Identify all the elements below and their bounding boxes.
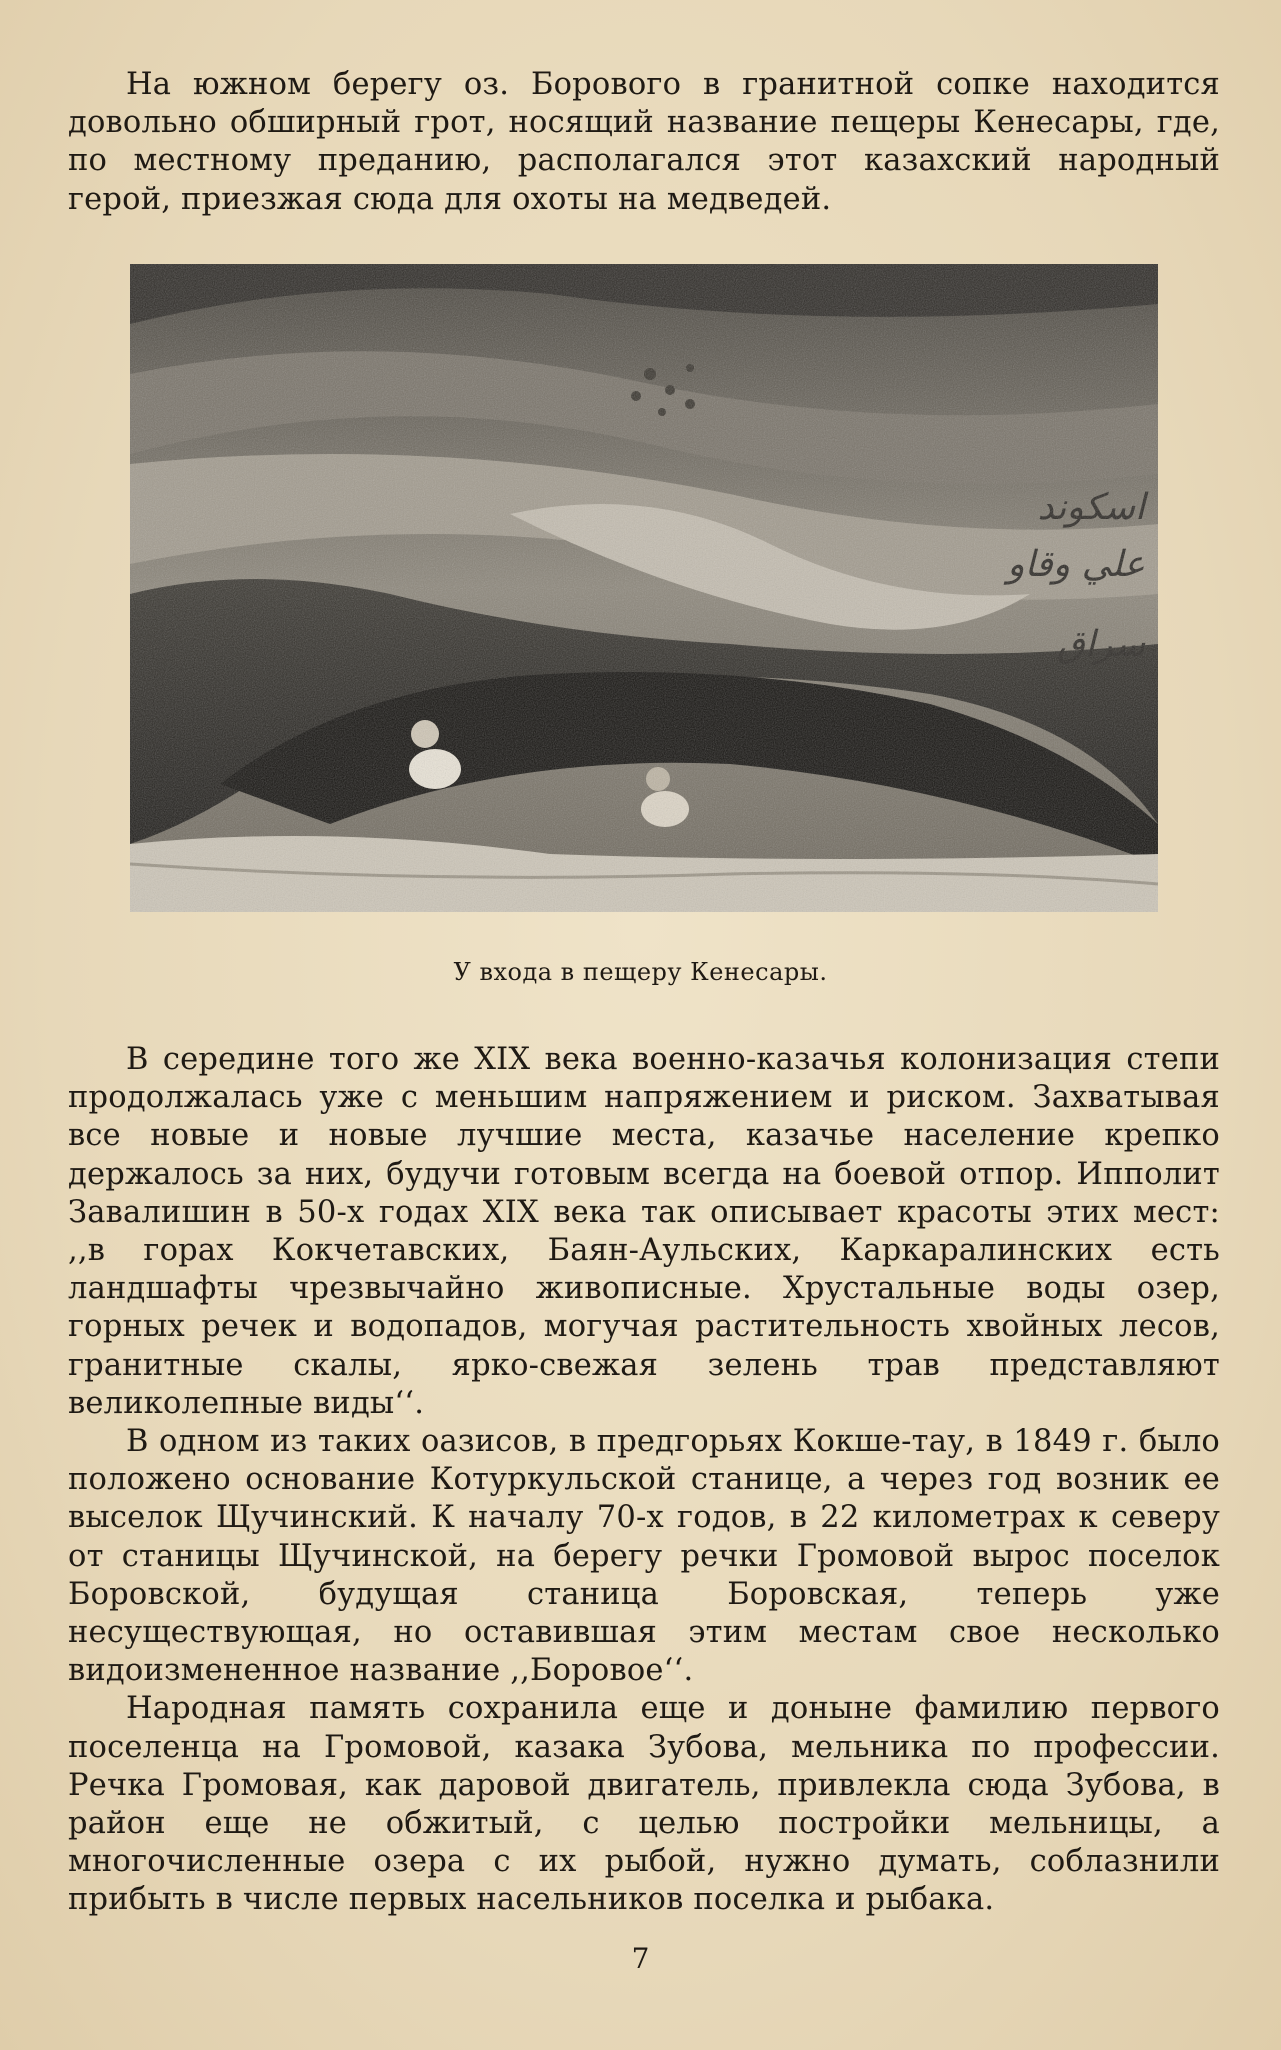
body-paragraph: В одном из таких оазисов, в предгорьях Кокше-тау, в 1849 г. было положено основание Котуркульской станице, а через год возник ее выселок Щучинский. К началу 70-х годов, в 22 километрах к северу от станицы Щучинской, на берегу речки Громовой вырос поселок Боровской, будущая станица Боровская, теперь уже несуществующая, но оставившая этим местам свое несколько видоизмененное название ,,Боровое‘‘. [68, 1424, 1220, 1689]
photo-caption: У входа в пещеру Кенесары. [453, 958, 828, 986]
cave-photo [130, 264, 1158, 912]
body-paragraph: Народная память сохранила еще и доныне фамилию первого поселенца на Громовой, казака Зубова, мельника по профессии. Речка Громовая, как даровой двигатель, привлекла сюда Зубова, в район еще не обжитый, с целью постройки мельницы, а многочисленные озера с их рыбой, нужно думать, соблазнили прибыть в числе первых насельников поселка и рыбака. [68, 1691, 1220, 1918]
page-number: 7 [631, 1942, 650, 1975]
intro-text [68, 66, 1220, 219]
intro-paragraph: На южном берегу оз. Борового в гранитной сопке находится довольно обширный грот, носящий название пещеры Кенесары, где, по местному преданию, располагался этот казахский народный герой, приезжая сюда для охоты на медведей. [68, 67, 1220, 217]
body-paragraph: В середине того же XIX века военно-казачья колонизация степи продолжалась уже с меньшим напряжением и риском. Захватывая все новые и новые лучшие места, казачье население крепко держалось за них, будучи готовым всегда на боевой отпор. Ипполит Завалишин в 50-х годах XIX века так описывает красоты этих мест: ,,в горах Кокчетавских, Баян-Аульских, Каркаралинских есть ландшафты чрезвычайно живописные. Хрустальные воды озер, горных речек и водопадов, могучая растительность хвойных лесов, гранитные скалы, ярко-свежая зелень трав представляют великолепные виды‘‘. [68, 1042, 1220, 1421]
body-text [68, 1041, 1220, 1920]
